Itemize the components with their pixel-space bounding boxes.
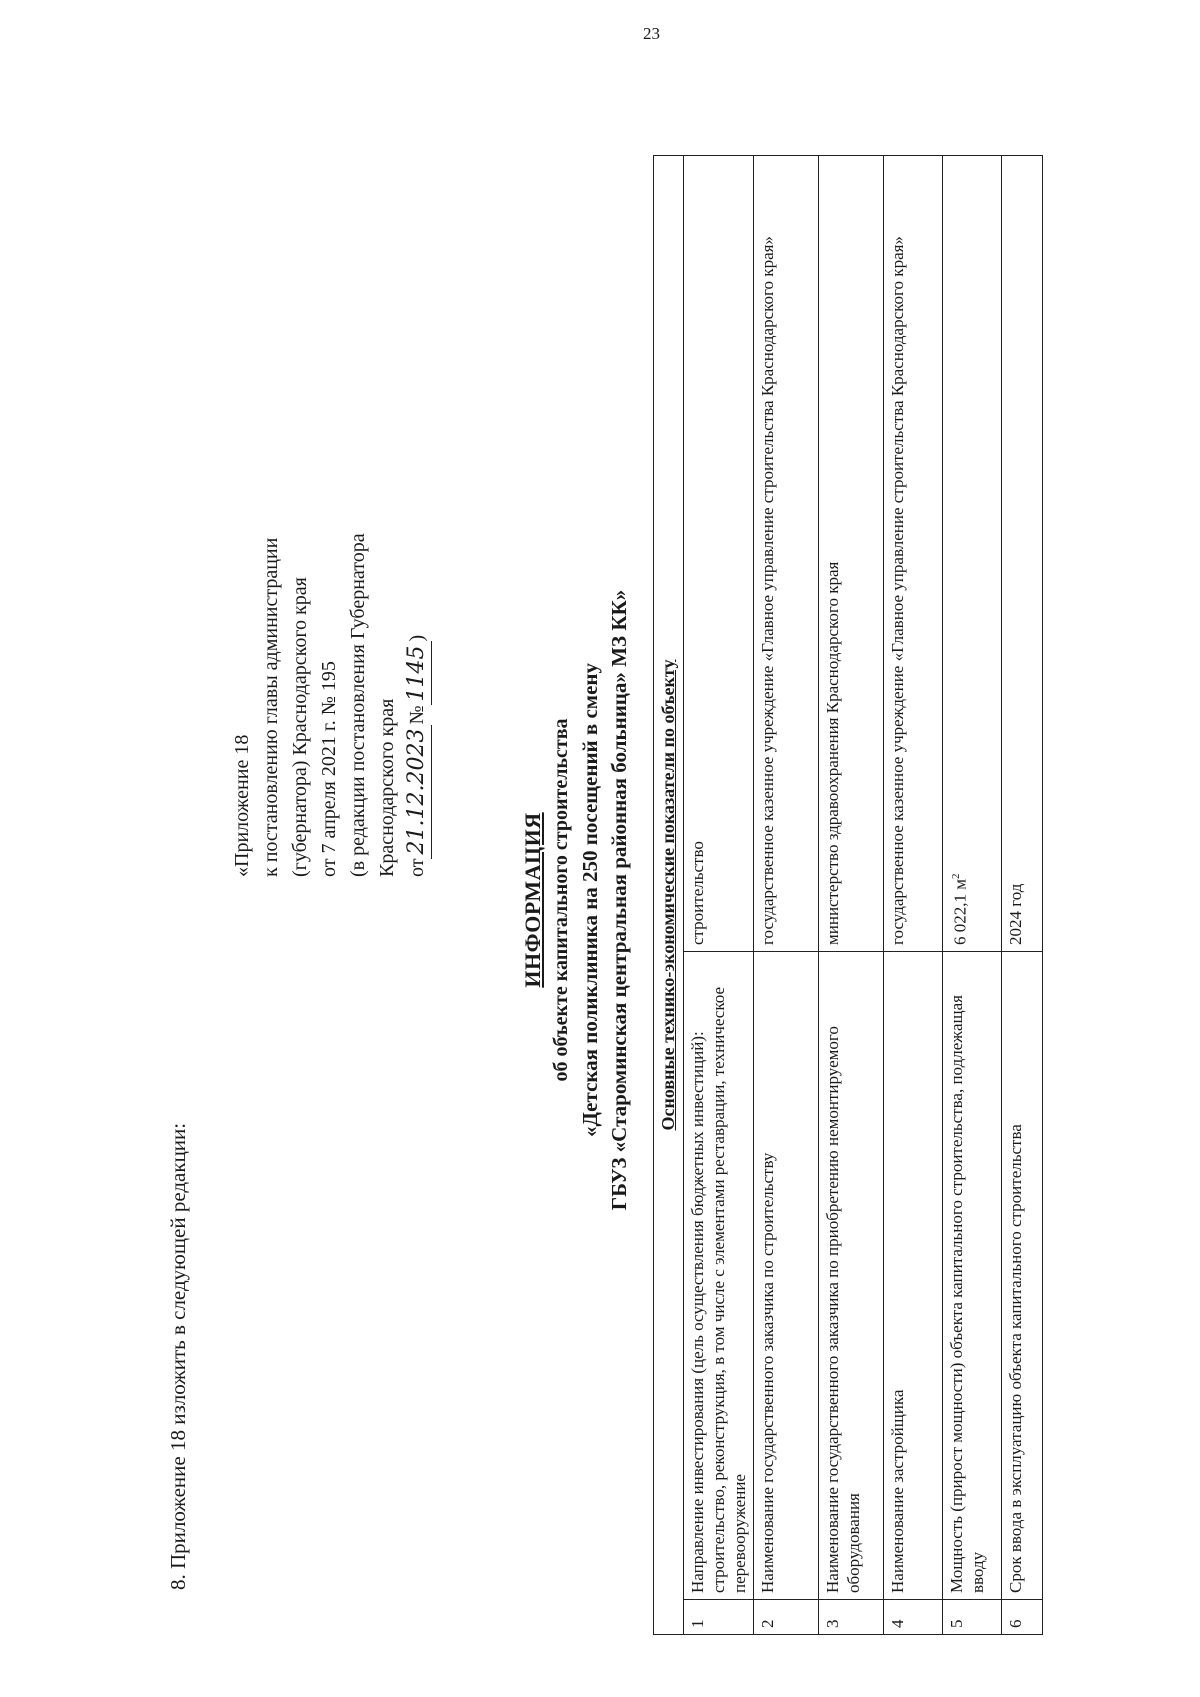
date-prefix: от <box>406 858 428 877</box>
handwritten-date: 21.12.2023 <box>402 725 432 859</box>
table-row <box>754 156 819 1635</box>
row-number: 3 <box>819 1600 884 1635</box>
closing-paren: ) <box>406 634 428 642</box>
row-number: 2 <box>754 1600 819 1635</box>
appendix-line-6: Краснодарского края <box>376 698 398 877</box>
appendix-line-2: к постановлению главы администрации <box>260 537 282 877</box>
intro-text: 8. Приложение 18 изложить в следующей редакции: <box>166 1122 190 1590</box>
table-header-row <box>654 156 684 1635</box>
page-number: 23 <box>643 24 660 43</box>
table-row <box>943 156 1002 1635</box>
row-name: Направление инвестирования (цель осуществления бюджетных инвестиций): строительство, реконструкция, в том числе с элементами реставрации, техническое перевооружение <box>684 952 754 1600</box>
table-row <box>819 156 884 1635</box>
row-value: строительство <box>684 156 754 952</box>
title-line-3: «Детская поликлиника на 250 посещений в смену <box>578 662 602 1138</box>
row-value <box>943 156 1002 952</box>
indicators-table <box>653 155 1043 1635</box>
row-number: 4 <box>884 1600 943 1635</box>
table-row <box>1002 156 1043 1635</box>
handwritten-number: 1145 <box>402 641 432 705</box>
row-number: 1 <box>684 1600 754 1635</box>
row-name: Наименование застройщика <box>884 952 943 1600</box>
table-row <box>884 156 943 1635</box>
title-main: ИНФОРМАЦИЯ <box>520 812 545 988</box>
appendix-line-3: (губернатора) Краснодарского края <box>289 577 311 877</box>
appendix-date-line <box>402 237 432 877</box>
row-value: государственное казенное учреждение «Главное управление строительства Краснодарского края» <box>754 156 819 952</box>
row-number: 6 <box>1002 1600 1043 1635</box>
title-line-4: ГБУЗ «Староминская центральная районная больница» МЗ КК» <box>607 589 631 1211</box>
table-row <box>684 156 754 1635</box>
row-value: министерство здравоохранения Краснодарского края <box>819 156 884 952</box>
appendix-line-4: от 7 апреля 2021 г. № 195 <box>318 661 340 877</box>
row-name: Мощность (прирост мощности) объекта капитального строительства, подлежащая вводу <box>943 952 1002 1600</box>
row-number: 5 <box>943 1600 1002 1635</box>
table-header: Основные технико-экономические показатели по объекту <box>654 156 684 1635</box>
row-value-superscript: 2 <box>950 873 962 879</box>
row-name: Срок ввода в эксплуатацию объекта капитального строительства <box>1002 952 1043 1600</box>
number-prefix: № <box>406 705 428 725</box>
row-value: 2024 год <box>1002 156 1043 952</box>
title-line-2: об объекте капитального строительства <box>550 718 572 1082</box>
appendix-line-5: (в редакции постановления Губернатора <box>347 533 369 877</box>
row-name: Наименование государственного заказчика по строительству <box>754 952 819 1600</box>
appendix-header <box>228 237 432 877</box>
rotated-page-content <box>148 150 1188 1650</box>
row-value-text: 6 022,1 м <box>950 878 970 945</box>
document-title <box>518 150 634 1650</box>
row-name: Наименование государственного заказчика по приобретению немонтируемого оборудования <box>819 952 884 1600</box>
appendix-line-1: «Приложение 18 <box>231 734 253 877</box>
row-value: государственное казенное учреждение «Главное управление строительства Краснодарского края» <box>884 156 943 952</box>
